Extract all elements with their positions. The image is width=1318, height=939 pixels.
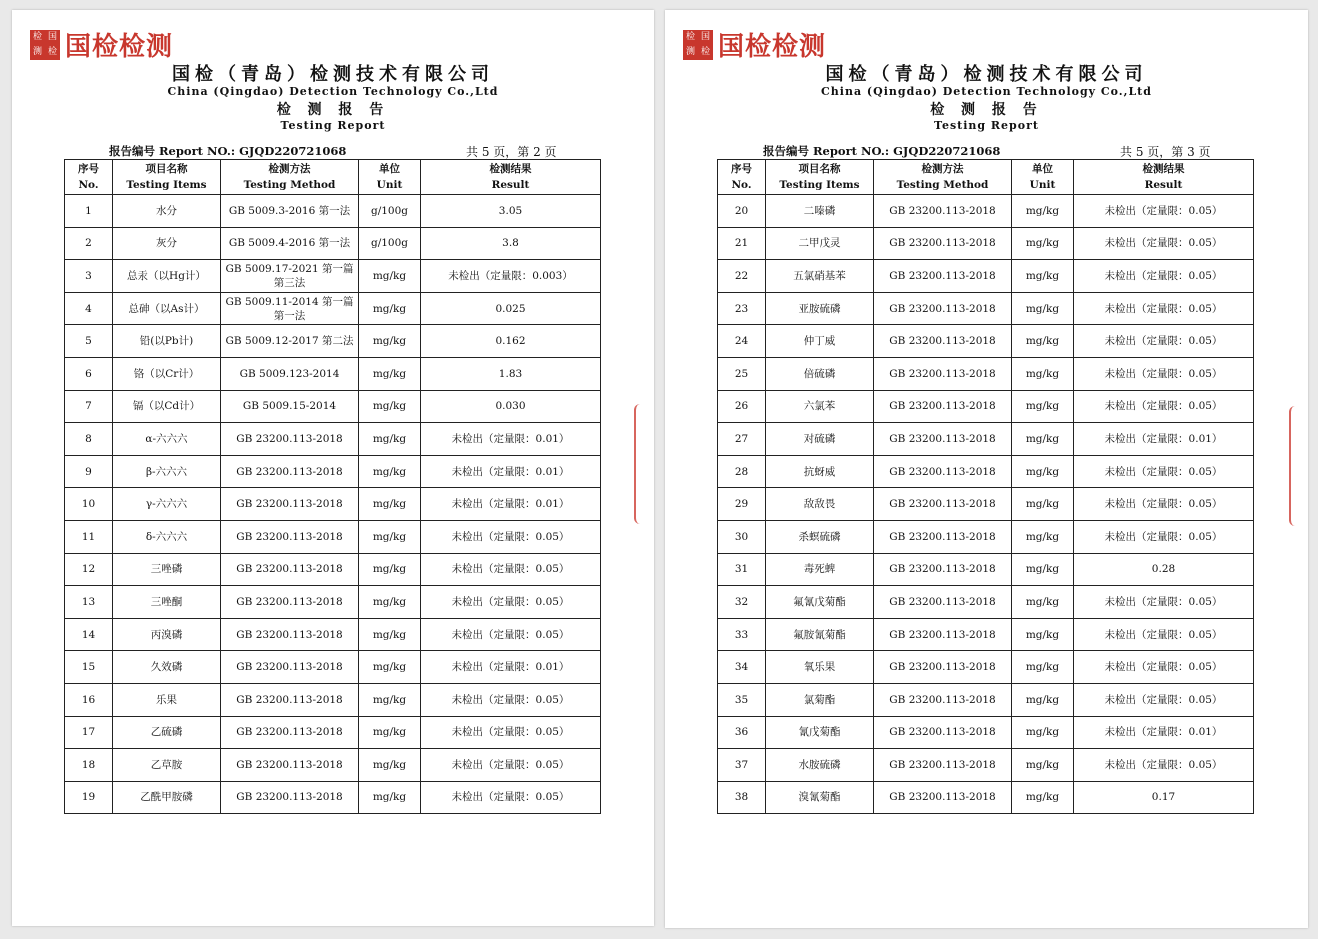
page-count: 共 5 页，第 2 页 — [466, 145, 557, 159]
cell-method: GB 23200.113-2018 — [221, 749, 359, 782]
logo-mark-icon: 检 国 测 检 — [683, 30, 713, 60]
cell-unit: mg/kg — [1012, 195, 1074, 228]
table-row — [65, 292, 601, 325]
cell-method: GB 23200.113-2018 — [221, 455, 359, 488]
table-row — [718, 553, 1254, 586]
col-header-method: 检测方法 Testing Method — [874, 160, 1012, 195]
company-name-en: China (Qingdao) Detection Technology Co.,Ltd — [821, 85, 1152, 98]
cell-item: 乙硫磷 — [113, 716, 221, 749]
report-number: 报告编号 Report NO.: GJQD220721068 — [109, 144, 347, 158]
cell-no: 33 — [718, 618, 766, 651]
cell-no: 7 — [65, 390, 113, 423]
company-logo — [683, 26, 826, 63]
cell-result: 未检出（定量限：0.01） — [421, 488, 601, 521]
cell-no: 36 — [718, 716, 766, 749]
table-row — [718, 586, 1254, 619]
cell-method: GB 23200.113-2018 — [874, 618, 1012, 651]
cell-unit: mg/kg — [359, 325, 421, 358]
cell-result: 未检出（定量限：0.05） — [1074, 260, 1254, 293]
table-row — [718, 227, 1254, 260]
table-row — [65, 651, 601, 684]
cell-no: 11 — [65, 520, 113, 553]
col-header-item: 项目名称 Testing Items — [766, 160, 874, 195]
report-title-cn: 检 测 报 告 — [930, 102, 1043, 118]
cell-unit: mg/kg — [359, 260, 421, 293]
cell-no: 24 — [718, 325, 766, 358]
results-body — [718, 195, 1254, 814]
cell-result: 未检出（定量限：0.05） — [421, 749, 601, 782]
cell-result: 未检出（定量限：0.05） — [1074, 488, 1254, 521]
table-row — [718, 683, 1254, 716]
cell-item: 毒死蜱 — [766, 553, 874, 586]
cell-no: 12 — [65, 553, 113, 586]
cell-method: GB 23200.113-2018 — [874, 325, 1012, 358]
cell-unit: mg/kg — [1012, 586, 1074, 619]
table-row — [718, 781, 1254, 814]
cell-method: GB 23200.113-2018 — [874, 260, 1012, 293]
cell-method: GB 5009.3-2016 第一法 — [221, 195, 359, 228]
cell-unit: mg/kg — [1012, 618, 1074, 651]
table-row — [65, 455, 601, 488]
table-row — [65, 423, 601, 456]
table-row — [718, 390, 1254, 423]
logo-text: 国检检测 — [65, 32, 174, 62]
table-row — [718, 716, 1254, 749]
cell-unit: mg/kg — [359, 423, 421, 456]
cell-method: GB 23200.113-2018 — [221, 488, 359, 521]
cell-method: GB 23200.113-2018 — [874, 357, 1012, 390]
cell-result: 未检出（定量限：0.05） — [1074, 292, 1254, 325]
cell-no: 9 — [65, 455, 113, 488]
cell-method: GB 5009.11-2014 第一篇 第一法 — [221, 292, 359, 325]
cell-result: 未检出（定量限：0.05） — [1074, 325, 1254, 358]
seal-stamp-icon — [634, 404, 656, 524]
table-row — [65, 749, 601, 782]
table-row — [65, 553, 601, 586]
cell-item: 倍硫磷 — [766, 357, 874, 390]
table-row — [718, 195, 1254, 228]
report-number: 报告编号 Report NO.: GJQD220721068 — [763, 144, 1001, 158]
cell-unit: mg/kg — [1012, 357, 1074, 390]
cell-item: 六氯苯 — [766, 390, 874, 423]
cell-item: 五氯硝基苯 — [766, 260, 874, 293]
table-row — [65, 488, 601, 521]
cell-no: 27 — [718, 423, 766, 456]
cell-method: GB 23200.113-2018 — [874, 195, 1012, 228]
cell-method: GB 23200.113-2018 — [221, 520, 359, 553]
cell-unit: mg/kg — [1012, 488, 1074, 521]
cell-result: 未检出（定量限：0.05） — [421, 553, 601, 586]
cell-item: 亚胺硫磷 — [766, 292, 874, 325]
cell-item: 仲丁威 — [766, 325, 874, 358]
cell-result: 未检出（定量限：0.003） — [421, 260, 601, 293]
cell-no: 1 — [65, 195, 113, 228]
cell-no: 6 — [65, 357, 113, 390]
cell-no: 4 — [65, 292, 113, 325]
report-page-3 — [665, 10, 1308, 928]
table-row — [718, 260, 1254, 293]
cell-method: GB 23200.113-2018 — [874, 651, 1012, 684]
table-row — [65, 586, 601, 619]
cell-result: 未检出（定量限：0.05） — [421, 683, 601, 716]
company-name-en: China (Qingdao) Detection Technology Co.,Ltd — [167, 85, 499, 98]
cell-method: GB 23200.113-2018 — [874, 520, 1012, 553]
cell-method: GB 23200.113-2018 — [874, 716, 1012, 749]
cell-result: 未检出（定量限：0.05） — [1074, 520, 1254, 553]
cell-item: 乐果 — [113, 683, 221, 716]
cell-no: 19 — [65, 781, 113, 814]
results-body — [65, 195, 601, 814]
cell-unit: mg/kg — [359, 683, 421, 716]
cell-item: 镉（以Cd计） — [113, 390, 221, 423]
col-header-result: 检测结果 Result — [421, 160, 601, 195]
cell-unit: mg/kg — [359, 749, 421, 782]
cell-no: 35 — [718, 683, 766, 716]
cell-item: 乙草胺 — [113, 749, 221, 782]
cell-no: 32 — [718, 586, 766, 619]
table-header-row — [718, 160, 1254, 195]
cell-no: 18 — [65, 749, 113, 782]
cell-no: 13 — [65, 586, 113, 619]
cell-unit: g/100g — [359, 227, 421, 260]
table-row — [718, 292, 1254, 325]
cell-no: 30 — [718, 520, 766, 553]
cell-item: γ-六六六 — [113, 488, 221, 521]
cell-result: 未检出（定量限：0.01） — [1074, 423, 1254, 456]
results-table — [717, 159, 1254, 814]
cell-result: 未检出（定量限：0.05） — [421, 781, 601, 814]
cell-result: 0.030 — [421, 390, 601, 423]
cell-item: 对硫磷 — [766, 423, 874, 456]
cell-method: GB 5009.4-2016 第一法 — [221, 227, 359, 260]
table-row — [718, 749, 1254, 782]
table-row — [718, 455, 1254, 488]
cell-method: GB 23200.113-2018 — [221, 618, 359, 651]
col-header-no: 序号 No. — [718, 160, 766, 195]
col-header-no: 序号 No. — [65, 160, 113, 195]
table-row — [718, 520, 1254, 553]
cell-item: 铅(以Pb计) — [113, 325, 221, 358]
col-header-method: 检测方法 Testing Method — [221, 160, 359, 195]
company-name-cn: 国检（青岛）检测技术有限公司 — [172, 64, 494, 85]
table-row — [65, 357, 601, 390]
cell-no: 25 — [718, 357, 766, 390]
cell-method: GB 23200.113-2018 — [221, 423, 359, 456]
cell-item: 水胺硫磷 — [766, 749, 874, 782]
table-row — [65, 618, 601, 651]
cell-no: 22 — [718, 260, 766, 293]
cell-result: 未检出（定量限：0.05） — [1074, 618, 1254, 651]
cell-no: 5 — [65, 325, 113, 358]
cell-no: 20 — [718, 195, 766, 228]
cell-no: 31 — [718, 553, 766, 586]
cell-unit: mg/kg — [1012, 227, 1074, 260]
cell-item: 水分 — [113, 195, 221, 228]
cell-no: 10 — [65, 488, 113, 521]
cell-result: 未检出（定量限：0.05） — [1074, 683, 1254, 716]
seal-stamp-icon — [1289, 406, 1311, 526]
cell-item: 丙溴磷 — [113, 618, 221, 651]
table-row — [718, 488, 1254, 521]
cell-unit: mg/kg — [359, 781, 421, 814]
table-row — [718, 357, 1254, 390]
table-row — [718, 618, 1254, 651]
cell-unit: mg/kg — [1012, 716, 1074, 749]
cell-result: 未检出（定量限：0.01） — [421, 651, 601, 684]
cell-result: 0.025 — [421, 292, 601, 325]
table-row — [718, 423, 1254, 456]
cell-unit: mg/kg — [359, 292, 421, 325]
report-title-en: Testing Report — [934, 119, 1039, 132]
cell-no: 16 — [65, 683, 113, 716]
table-row — [65, 227, 601, 260]
cell-no: 14 — [65, 618, 113, 651]
cell-unit: mg/kg — [1012, 781, 1074, 814]
cell-result: 未检出（定量限：0.05） — [1074, 390, 1254, 423]
cell-method: GB 23200.113-2018 — [874, 423, 1012, 456]
cell-no: 38 — [718, 781, 766, 814]
col-header-result: 检测结果 Result — [1074, 160, 1254, 195]
table-row — [65, 520, 601, 553]
cell-no: 15 — [65, 651, 113, 684]
company-logo — [30, 26, 173, 63]
cell-unit: mg/kg — [359, 651, 421, 684]
cell-unit: mg/kg — [1012, 423, 1074, 456]
cell-item: β-六六六 — [113, 455, 221, 488]
report-title-cn: 检 测 报 告 — [276, 102, 390, 118]
table-row — [65, 325, 601, 358]
cell-item: δ-六六六 — [113, 520, 221, 553]
cell-unit: mg/kg — [359, 390, 421, 423]
cell-item: 灰分 — [113, 227, 221, 260]
cell-unit: mg/kg — [359, 716, 421, 749]
cell-result: 未检出（定量限：0.05） — [1074, 195, 1254, 228]
cell-method: GB 23200.113-2018 — [874, 749, 1012, 782]
cell-unit: mg/kg — [1012, 553, 1074, 586]
cell-item: 敌敌畏 — [766, 488, 874, 521]
cell-method: GB 5009.15-2014 — [221, 390, 359, 423]
cell-method: GB 23200.113-2018 — [221, 781, 359, 814]
cell-result: 未检出（定量限：0.05） — [1074, 586, 1254, 619]
cell-no: 17 — [65, 716, 113, 749]
cell-unit: mg/kg — [1012, 390, 1074, 423]
cell-result: 未检出（定量限：0.05） — [421, 586, 601, 619]
cell-item: 氯菊酯 — [766, 683, 874, 716]
cell-unit: mg/kg — [359, 618, 421, 651]
cell-no: 37 — [718, 749, 766, 782]
cell-unit: mg/kg — [359, 455, 421, 488]
cell-result: 3.05 — [421, 195, 601, 228]
cell-no: 29 — [718, 488, 766, 521]
table-row — [65, 781, 601, 814]
logo-mark-icon: 检 国 测 检 — [30, 30, 60, 60]
cell-unit: mg/kg — [359, 357, 421, 390]
cell-item: 氟氰戊菊酯 — [766, 586, 874, 619]
table-row — [65, 390, 601, 423]
cell-item: 氧乐果 — [766, 651, 874, 684]
cell-result: 0.17 — [1074, 781, 1254, 814]
cell-result: 未检出（定量限：0.05） — [1074, 455, 1254, 488]
cell-item: 总汞（以Hg计） — [113, 260, 221, 293]
cell-method: GB 23200.113-2018 — [874, 488, 1012, 521]
report-title-en: Testing Report — [280, 119, 386, 132]
table-row — [65, 683, 601, 716]
cell-unit: g/100g — [359, 195, 421, 228]
table-row — [65, 195, 601, 228]
cell-item: 二嗪磷 — [766, 195, 874, 228]
cell-item: 三唑酮 — [113, 586, 221, 619]
cell-method: GB 5009.12-2017 第二法 — [221, 325, 359, 358]
cell-result: 未检出（定量限：0.05） — [421, 520, 601, 553]
table-row — [65, 260, 601, 293]
report-page-2 — [12, 10, 654, 926]
cell-unit: mg/kg — [1012, 325, 1074, 358]
cell-no: 28 — [718, 455, 766, 488]
cell-unit: mg/kg — [359, 586, 421, 619]
cell-method: GB 23200.113-2018 — [874, 586, 1012, 619]
cell-method: GB 23200.113-2018 — [221, 716, 359, 749]
cell-result: 未检出（定量限：0.05） — [421, 716, 601, 749]
company-name-cn: 国检（青岛）检测技术有限公司 — [825, 64, 1148, 85]
cell-result: 未检出（定量限：0.05） — [1074, 357, 1254, 390]
cell-result: 未检出（定量限：0.05） — [1074, 651, 1254, 684]
table-header-row — [65, 160, 601, 195]
cell-method: GB 5009.123-2014 — [221, 357, 359, 390]
cell-item: 氰戊菊酯 — [766, 716, 874, 749]
cell-no: 3 — [65, 260, 113, 293]
cell-method: GB 23200.113-2018 — [874, 683, 1012, 716]
cell-item: 杀螟硫磷 — [766, 520, 874, 553]
cell-item: 三唑磷 — [113, 553, 221, 586]
cell-method: GB 5009.17-2021 第一篇 第三法 — [221, 260, 359, 293]
logo-text: 国检检测 — [718, 32, 827, 62]
cell-item: 乙酰甲胺磷 — [113, 781, 221, 814]
cell-unit: mg/kg — [1012, 260, 1074, 293]
cell-no: 26 — [718, 390, 766, 423]
cell-method: GB 23200.113-2018 — [874, 553, 1012, 586]
table-row — [718, 651, 1254, 684]
table-row — [718, 325, 1254, 358]
cell-method: GB 23200.113-2018 — [221, 553, 359, 586]
cell-result: 未检出（定量限：0.01） — [421, 455, 601, 488]
cell-item: 久效磷 — [113, 651, 221, 684]
cell-item: 抗蚜威 — [766, 455, 874, 488]
cell-item: α-六六六 — [113, 423, 221, 456]
col-header-unit: 单位 Unit — [1012, 160, 1074, 195]
cell-method: GB 23200.113-2018 — [874, 292, 1012, 325]
cell-result: 0.162 — [421, 325, 601, 358]
cell-unit: mg/kg — [359, 553, 421, 586]
cell-unit: mg/kg — [1012, 520, 1074, 553]
cell-no: 23 — [718, 292, 766, 325]
results-table — [64, 159, 601, 814]
cell-unit: mg/kg — [359, 520, 421, 553]
cell-unit: mg/kg — [359, 488, 421, 521]
cell-result: 未检出（定量限：0.05） — [1074, 749, 1254, 782]
cell-unit: mg/kg — [1012, 683, 1074, 716]
cell-no: 34 — [718, 651, 766, 684]
cell-item: 氟胺氰菊酯 — [766, 618, 874, 651]
cell-unit: mg/kg — [1012, 455, 1074, 488]
cell-method: GB 23200.113-2018 — [221, 651, 359, 684]
cell-unit: mg/kg — [1012, 651, 1074, 684]
cell-no: 8 — [65, 423, 113, 456]
cell-method: GB 23200.113-2018 — [874, 455, 1012, 488]
cell-item: 铬（以Cr计） — [113, 357, 221, 390]
cell-result: 未检出（定量限：0.05） — [421, 618, 601, 651]
cell-result: 未检出（定量限：0.05） — [1074, 227, 1254, 260]
cell-method: GB 23200.113-2018 — [221, 586, 359, 619]
cell-item: 二甲戊灵 — [766, 227, 874, 260]
table-row — [65, 716, 601, 749]
cell-result: 0.28 — [1074, 553, 1254, 586]
col-header-unit: 单位 Unit — [359, 160, 421, 195]
cell-item: 总砷（以As计） — [113, 292, 221, 325]
col-header-item: 项目名称 Testing Items — [113, 160, 221, 195]
cell-unit: mg/kg — [1012, 292, 1074, 325]
cell-method: GB 23200.113-2018 — [874, 227, 1012, 260]
cell-result: 未检出（定量限：0.01） — [1074, 716, 1254, 749]
page-count: 共 5 页，第 3 页 — [1120, 145, 1211, 159]
cell-method: GB 23200.113-2018 — [874, 390, 1012, 423]
cell-unit: mg/kg — [1012, 749, 1074, 782]
cell-item: 溴氰菊酯 — [766, 781, 874, 814]
cell-result: 1.83 — [421, 357, 601, 390]
cell-method: GB 23200.113-2018 — [874, 781, 1012, 814]
cell-no: 2 — [65, 227, 113, 260]
cell-result: 3.8 — [421, 227, 601, 260]
cell-method: GB 23200.113-2018 — [221, 683, 359, 716]
cell-result: 未检出（定量限：0.01） — [421, 423, 601, 456]
cell-no: 21 — [718, 227, 766, 260]
